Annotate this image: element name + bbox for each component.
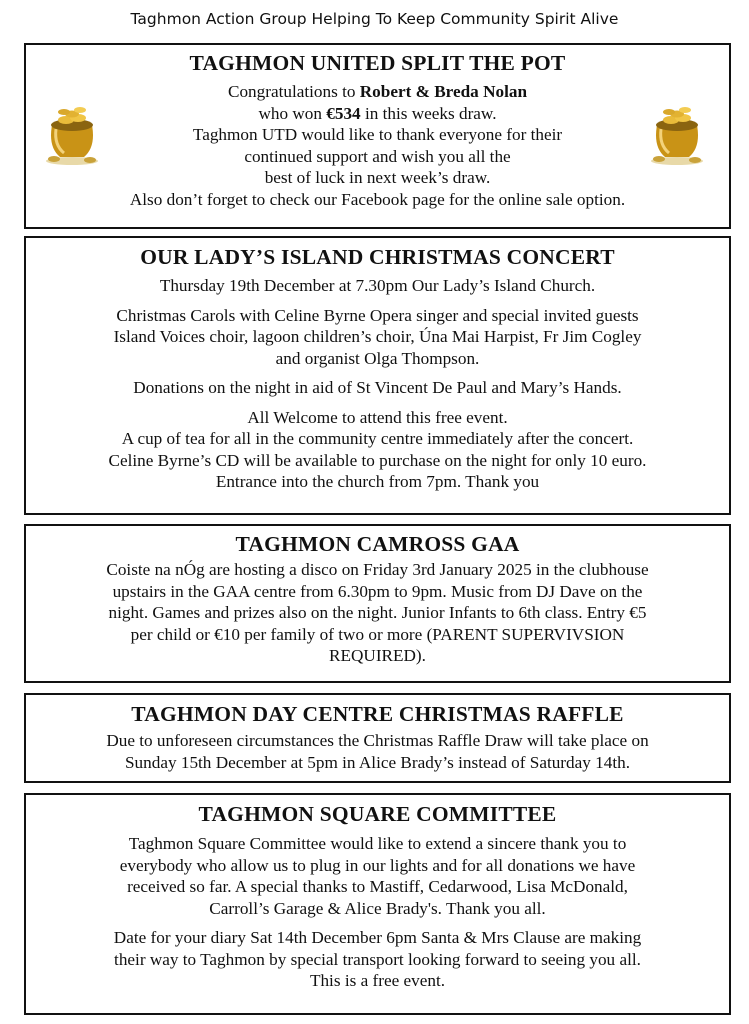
pot-of-gold-icon [647,99,707,167]
square-text: received so far. A special thanks to Mastiff, Cedarwood, Lisa McDonald, [127,877,628,896]
pot-of-gold-icon [42,99,102,167]
split-pot-section [24,43,731,229]
square-text: Taghmon Square Committee would like to extend a sincere thank you to [128,834,627,853]
concert-text: and organist Olga Thompson. [275,348,480,368]
raffle-section [24,693,731,783]
concert-text: Island Voices choir, lagoon children’s choir, Úna Mai Harpist, Fr Jim Cogley [113,327,642,346]
gaa-text: REQUIRED). [329,646,426,665]
prize-amount: €534 [326,103,361,123]
split-pot-congrats: Congratulations to Robert & Breda Nolan [227,82,528,101]
square-committee-section [24,793,731,1015]
split-pot-facebook-note: Also don’t forget to check our Facebook page for the online sale option. [129,189,626,209]
raffle-text: Sunday 15th December at 5pm in Alice Brady’s instead of Saturday 14th. [124,752,631,772]
square-diary-text: their way to Taghmon by special transport looking forward to seeing you all. [114,949,641,969]
concert-text: Entrance into the church from 7pm. Thank you [215,472,540,491]
raffle-title: TAGHMON DAY CENTRE CHRISTMAS RAFFLE [131,702,624,726]
square-diary-text: Date for your diary Sat 14th December 6pm Santa & Mrs Clause are making [113,928,642,947]
split-pot-amount-line: who won €534 in this weeks draw. [258,103,497,123]
gaa-section [24,524,731,683]
gaa-text: per child or €10 per family of two or more (PARENT SUPERVIVSION [130,624,625,644]
concert-section [24,236,731,515]
raffle-text: Due to unforeseen circumstances the Christmas Raffle Draw will take place on [106,731,649,750]
winners-name: Robert & Breda Nolan [359,82,528,101]
concert-text: Celine Byrne’s CD will be available to purchase on the night for only 10 euro. [108,450,647,470]
concert-donations: Donations on the night in aid of St Vincent De Paul and Mary’s Hands. [133,378,622,397]
split-pot-text: continued support and wish you all the [244,146,511,166]
square-text: everybody who allow us to plug in our lights and for all donations we have [119,855,636,875]
gaa-title: TAGHMON CAMROSS GAA [235,532,520,556]
split-pot-text: best of luck in next week’s draw. [264,168,491,187]
square-diary-text: This is a free event. [309,971,446,990]
square-title: TAGHMON SQUARE COMMITTEE [198,802,557,826]
square-text: Carroll’s Garage & Alice Brady's. Thank you all. [209,898,546,918]
concert-text: All Welcome to attend this free event. [247,407,508,427]
page-header: Taghmon Action Group Helping To Keep Community Spirit Alive [130,10,619,28]
gaa-text: night. Games and prizes also on the night. Junior Infants to 6th class. Entry €5 [108,603,647,622]
concert-text: A cup of tea for all in the community centre immediately after the concert. [121,429,634,448]
concert-text: Christmas Carols with Celine Byrne Opera singer and special invited guests [116,305,639,325]
gaa-text: upstairs in the GAA centre from 6.30pm to 9pm. Music from DJ Dave on the [112,581,643,601]
split-pot-title: TAGHMON UNITED SPLIT THE POT [189,51,566,75]
concert-title: OUR LADY’S ISLAND CHRISTMAS CONCERT [140,245,615,269]
split-pot-text: Taghmon UTD would like to thank everyone for their [192,125,563,144]
concert-date: Thursday 19th December at 7.30pm Our Lady’s Island Church. [159,276,596,295]
gaa-text: Coiste na nÓg are hosting a disco on Friday 3rd January 2025 in the clubhouse [106,560,649,579]
